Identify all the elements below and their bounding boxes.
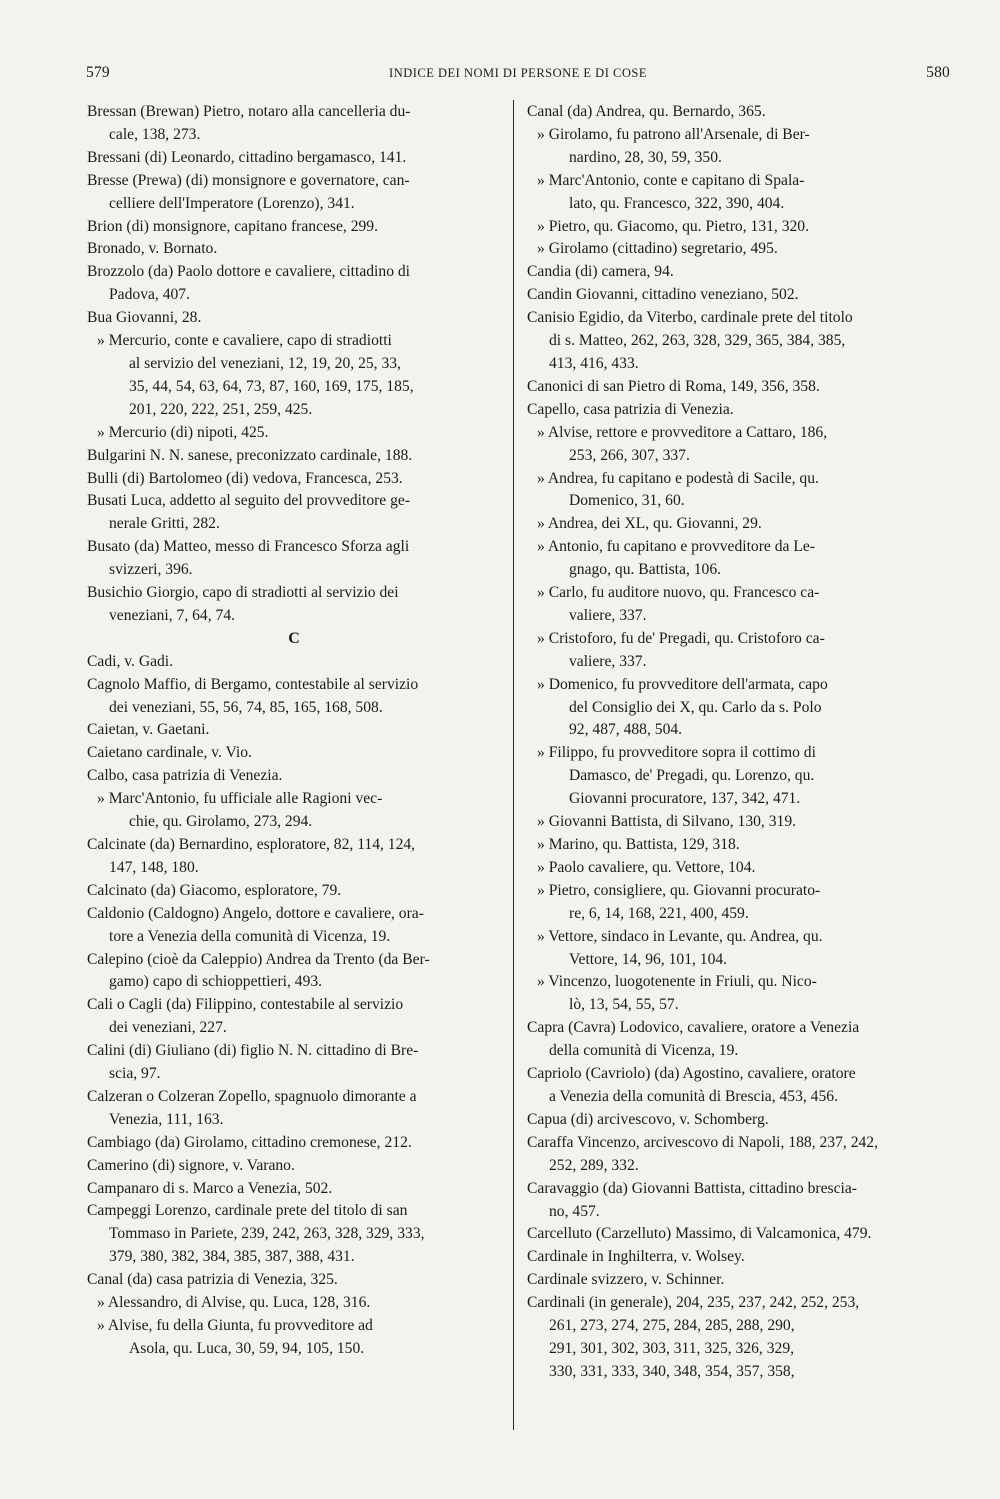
entry-line: Candin Giovanni, cittadino veneziano, 502. xyxy=(527,286,799,304)
index-entry xyxy=(87,490,501,536)
entry-line: » Andrea, fu capitano e podestà di Sacile, qu. xyxy=(537,469,819,487)
entry-line: della comunità di Vicenza, 19. xyxy=(549,1042,739,1060)
entry-line: Campanaro di s. Marco a Venezia, 502. xyxy=(87,1179,333,1197)
entry-line: » Filippo, fu provveditore sopra il cottimo di xyxy=(537,744,816,762)
index-entry xyxy=(87,261,501,307)
entry-line: Cambiago (da) Girolamo, cittadino cremonese, 212. xyxy=(87,1133,412,1151)
entry-line: Canonici di san Pietro di Roma, 149, 356, 358. xyxy=(527,377,820,395)
entry-line: » Marc'Antonio, conte e capitano di Spala- xyxy=(537,171,805,189)
page-number-left: 579 xyxy=(86,64,110,81)
index-entry xyxy=(527,284,950,307)
entry-line: Cadi, v. Gadi. xyxy=(87,652,174,670)
index-entry xyxy=(527,399,950,422)
entry-line: veneziani, 7, 64, 74. xyxy=(109,606,236,624)
entry-line: 147, 148, 180. xyxy=(109,858,199,876)
entry-line: celliere dell'Imperatore (Lorenzo), 341. xyxy=(109,194,355,212)
index-subentry xyxy=(527,674,950,743)
index-subentry xyxy=(527,124,950,170)
entry-line: a Venezia della comunità di Brescia, 453, 456. xyxy=(549,1087,838,1105)
page-number-right: 580 xyxy=(926,64,950,81)
index-entry xyxy=(87,147,501,170)
index-entry xyxy=(87,903,501,949)
entry-line: 291, 301, 302, 303, 311, 325, 326, 329, xyxy=(549,1339,795,1357)
entry-line: del Consiglio dei X, qu. Carlo da s. Polo xyxy=(569,698,822,716)
index-entry xyxy=(87,742,501,765)
column-divider xyxy=(513,100,514,1430)
running-title: INDICE DEI NOMI DI PERSONE E DI COSE xyxy=(389,66,647,80)
entry-line: » Pietro, consigliere, qu. Giovanni procurato- xyxy=(537,881,821,899)
index-entry xyxy=(527,1292,950,1384)
index-subentry xyxy=(527,582,950,628)
index-entry xyxy=(87,1155,501,1178)
index-entry xyxy=(87,651,501,674)
entry-line: Caraffa Vincenzo, arcivescovo di Napoli, 188, 237, 242, xyxy=(527,1133,878,1151)
index-entry xyxy=(527,261,950,284)
entry-line: dei veneziani, 55, 56, 74, 85, 165, 168, 508. xyxy=(109,698,383,716)
entry-line: gamo) capo di schioppettieri, 493. xyxy=(109,973,323,991)
entry-line: Capua (di) arcivescovo, v. Schomberg. xyxy=(527,1110,769,1128)
index-column-left xyxy=(87,101,501,1361)
entry-line: Busato (da) Matteo, messo di Francesco Sforza agli xyxy=(87,538,410,556)
entry-line: 379, 380, 382, 384, 385, 387, 388, 431. xyxy=(109,1248,355,1266)
entry-line: Candia (di) camera, 94. xyxy=(527,263,674,281)
entry-line: valiere, 337. xyxy=(569,652,647,670)
index-subentry xyxy=(527,926,950,972)
entry-line: » Marc'Antonio, fu ufficiale alle Ragioni vec- xyxy=(97,790,383,808)
entry-line: Brozzolo (da) Paolo dottore e cavaliere, cittadino di xyxy=(87,263,411,281)
index-entry xyxy=(527,376,950,399)
entry-line: Canal (da) casa patrizia di Venezia, 325. xyxy=(87,1271,338,1289)
index-entry xyxy=(87,719,501,742)
index-entry xyxy=(87,1040,501,1086)
entry-line: 35, 44, 54, 63, 64, 73, 87, 160, 169, 175, 185, xyxy=(129,377,414,395)
entry-line: Padova, 407. xyxy=(109,286,190,304)
entry-line: Cardinale in Inghilterra, v. Wolsey. xyxy=(527,1248,745,1266)
entry-line: 413, 416, 433. xyxy=(549,354,639,372)
entry-line: tore a Venezia della comunità di Vicenza, 19. xyxy=(109,927,391,945)
entry-line: Capriolo (Cavriolo) (da) Agostino, cavaliere, oratore xyxy=(527,1065,856,1083)
entry-line: 92, 487, 488, 504. xyxy=(569,721,683,739)
entry-line: Bua Giovanni, 28. xyxy=(87,309,202,327)
entry-line: Giovanni procuratore, 137, 342, 471. xyxy=(569,790,801,808)
entry-line: Calzeran o Colzeran Zopello, spagnuolo dimorante a xyxy=(87,1087,417,1105)
entry-line: Capello, casa patrizia di Venezia. xyxy=(527,400,734,418)
index-entry xyxy=(87,765,501,788)
index-entry xyxy=(87,834,501,880)
entry-line: » Girolamo (cittadino) segretario, 495. xyxy=(537,240,778,258)
entry-line: Domenico, 31, 60. xyxy=(569,492,685,510)
index-subentry xyxy=(527,216,950,239)
entry-line: » Pietro, qu. Giacomo, qu. Pietro, 131, 320. xyxy=(537,217,809,235)
index-entry xyxy=(87,949,501,995)
index-entry xyxy=(87,674,501,720)
entry-line: chie, qu. Girolamo, 273, 294. xyxy=(129,813,313,831)
index-entry xyxy=(87,445,501,468)
entry-line: » Paolo cavaliere, qu. Vettore, 104. xyxy=(537,858,756,876)
index-entry xyxy=(87,1200,501,1269)
entry-line: scia, 97. xyxy=(109,1065,161,1083)
index-entry xyxy=(87,307,501,330)
index-subentry xyxy=(527,170,950,216)
index-entry xyxy=(527,101,950,124)
entry-line: Calcinato (da) Giacomo, esploratore, 79. xyxy=(87,881,342,899)
entry-line: Cali o Cagli (da) Filippino, contestabile al servizio xyxy=(87,996,404,1014)
entry-line: Calepino (cioè da Caleppio) Andrea da Trento (da Ber- xyxy=(87,950,430,968)
index-subentry xyxy=(527,880,950,926)
index-entry xyxy=(87,170,501,216)
index-subentry xyxy=(527,971,950,1017)
index-entry xyxy=(527,1132,950,1178)
index-entry xyxy=(87,994,501,1040)
entry-line: svizzeri, 396. xyxy=(109,561,193,579)
entry-line: » Mercurio (di) nipoti, 425. xyxy=(97,423,269,441)
entry-line: 201, 220, 222, 251, 259, 425. xyxy=(129,400,313,418)
entry-line: Caldonio (Caldogno) Angelo, dottore e cavaliere, ora- xyxy=(87,904,424,922)
entry-line: Cardinali (in generale), 204, 235, 237, 242, 252, 253, xyxy=(527,1294,860,1312)
index-entry xyxy=(87,1269,501,1292)
index-subentry xyxy=(527,238,950,261)
entry-line: Cagnolo Maffio, di Bergamo, contestabile al servizio xyxy=(87,675,419,693)
entry-line: » Giovanni Battista, di Silvano, 130, 319. xyxy=(537,813,797,831)
entry-line: di s. Matteo, 262, 263, 328, 329, 365, 384, 385, xyxy=(549,332,846,350)
entry-line: lò, 13, 54, 55, 57. xyxy=(569,996,679,1014)
index-entry xyxy=(527,1063,950,1109)
entry-line: » Vettore, sindaco in Levante, qu. Andrea, qu. xyxy=(537,927,823,945)
index-entry xyxy=(87,880,501,903)
entry-line: Vettore, 14, 96, 101, 104. xyxy=(569,950,728,968)
index-entry xyxy=(87,582,501,628)
index-subentry xyxy=(527,857,950,880)
entry-line: nerale Gritti, 282. xyxy=(109,515,220,533)
entry-line: valiere, 337. xyxy=(569,606,647,624)
entry-line: Canal (da) Andrea, qu. Bernardo, 365. xyxy=(527,103,766,120)
entry-line: 261, 273, 274, 275, 284, 285, 288, 290, xyxy=(549,1317,795,1335)
entry-line: Calini (di) Giuliano (di) figlio N. N. cittadino di Bre- xyxy=(87,1042,419,1060)
page-header xyxy=(86,64,950,88)
entry-line: Bulgarini N. N. sanese, preconizzato cardinale, 188. xyxy=(87,446,413,464)
entry-line: Bulli (di) Bartolomeo (di) vedova, Francesca, 253. xyxy=(87,469,403,487)
index-entry xyxy=(87,238,501,261)
entry-line: Caravaggio (da) Giovanni Battista, cittadino brescia- xyxy=(527,1179,857,1197)
index-entry xyxy=(527,307,950,376)
index-subentry xyxy=(527,742,950,811)
entry-line: Bresse (Prewa) (di) monsignore e governatore, can- xyxy=(87,171,410,189)
index-entry xyxy=(87,216,501,239)
entry-line: Carcelluto (Carzelluto) Massimo, di Valcamonica, 479. xyxy=(527,1225,872,1243)
index-entry xyxy=(87,468,501,491)
entry-line: » Antonio, fu capitano e provveditore da Le- xyxy=(537,538,815,556)
index-entry xyxy=(527,1269,950,1292)
entry-line: » Cristoforo, fu de' Pregadi, qu. Cristoforo ca- xyxy=(537,629,825,647)
index-entry xyxy=(527,1223,950,1246)
entry-line: Busati Luca, addetto al seguito del provveditore ge- xyxy=(87,492,411,510)
section-letter: C xyxy=(288,629,300,647)
entry-line: » Alessandro, di Alvise, qu. Luca, 128, 316. xyxy=(97,1294,371,1312)
index-subentry xyxy=(87,422,501,445)
entry-line: » Vincenzo, luogotenente in Friuli, qu. Nico- xyxy=(537,973,817,991)
entry-line: Camerino (di) signore, v. Varano. xyxy=(87,1156,295,1174)
entry-line: Asola, qu. Luca, 30, 59, 94, 105, 150. xyxy=(129,1339,365,1357)
entry-line: no, 457. xyxy=(549,1202,600,1220)
index-subentry xyxy=(87,1315,501,1361)
entry-line: Cardinale svizzero, v. Schinner. xyxy=(527,1271,725,1289)
entry-line: Bressan (Brewan) Pietro, notaro alla cancelleria du- xyxy=(87,103,411,120)
entry-line: lato, qu. Francesco, 322, 390, 404. xyxy=(569,194,785,212)
index-subentry xyxy=(527,628,950,674)
entry-line: Bressani (di) Leonardo, cittadino bergamasco, 141. xyxy=(87,148,407,166)
entry-line: nardino, 28, 30, 59, 350. xyxy=(569,148,722,166)
index-subentry xyxy=(527,834,950,857)
index-entry xyxy=(527,1109,950,1132)
entry-line: dei veneziani, 227. xyxy=(109,1019,227,1037)
entry-line: cale, 138, 273. xyxy=(109,125,201,143)
entry-line: 330, 331, 333, 340, 348, 354, 357, 358, xyxy=(549,1362,795,1380)
index-entry xyxy=(527,1017,950,1063)
entry-line: gnago, qu. Battista, 106. xyxy=(569,561,722,579)
index-entry xyxy=(87,1132,501,1155)
entry-line: Caietan, v. Gaetani. xyxy=(87,721,210,739)
entry-line: » Mercurio, conte e cavaliere, capo di stradiotti xyxy=(97,332,392,350)
index-entry xyxy=(87,1086,501,1132)
index-entry xyxy=(87,536,501,582)
entry-line: Tommaso in Pariete, 239, 242, 263, 328, 329, 333, xyxy=(109,1225,425,1243)
entry-line: » Marino, qu. Battista, 129, 318. xyxy=(537,836,740,853)
index-subentry xyxy=(87,330,501,422)
entry-line: Canisio Egidio, da Viterbo, cardinale prete del titolo xyxy=(527,309,853,327)
entry-line: » Alvise, fu della Giunta, fu provveditore ad xyxy=(97,1317,373,1335)
entry-line: Venezia, 111, 163. xyxy=(109,1110,224,1128)
entry-line: » Alvise, rettore e provveditore a Cattaro, 186, xyxy=(537,423,828,441)
entry-line: » Domenico, fu provveditore dell'armata, capo xyxy=(537,675,828,693)
index-subentry xyxy=(87,788,501,834)
entry-line: 252, 289, 332. xyxy=(549,1156,639,1174)
index-subentry xyxy=(87,1292,501,1315)
entry-line: Busichio Giorgio, capo di stradiotti al servizio dei xyxy=(87,584,399,602)
entry-line: » Andrea, dei XL, qu. Giovanni, 29. xyxy=(537,515,762,533)
index-column-right xyxy=(527,101,950,1384)
index-entry xyxy=(527,1246,950,1269)
entry-line: Damasco, de' Pregadi, qu. Lorenzo, qu. xyxy=(569,767,815,785)
index-subentry xyxy=(527,536,950,582)
entry-line: Campeggi Lorenzo, cardinale prete del titolo di san xyxy=(87,1202,408,1220)
index-subentry xyxy=(527,513,950,536)
entry-line: » Girolamo, fu patrono all'Arsenale, di Ber- xyxy=(537,125,810,143)
index-entry xyxy=(87,101,501,147)
entry-line: 253, 266, 307, 337. xyxy=(569,446,690,464)
entry-line: Brion (di) monsignore, capitano francese, 299. xyxy=(87,217,378,235)
entry-line: » Carlo, fu auditore nuovo, qu. Francesco ca- xyxy=(537,584,820,602)
entry-line: re, 6, 14, 168, 221, 400, 459. xyxy=(569,904,749,922)
entry-line: Caietano cardinale, v. Vio. xyxy=(87,744,252,762)
index-entry xyxy=(87,1178,501,1201)
entry-line: Bronado, v. Bornato. xyxy=(87,240,218,258)
entry-line: Calbo, casa patrizia di Venezia. xyxy=(87,767,283,785)
index-entry xyxy=(527,1178,950,1224)
entry-line: Capra (Cavra) Lodovico, cavaliere, oratore a Venezia xyxy=(527,1019,860,1037)
index-subentry xyxy=(527,811,950,834)
index-subentry xyxy=(527,422,950,468)
index-subentry xyxy=(527,468,950,514)
entry-line: Calcinate (da) Bernardino, esploratore, 82, 114, 124, xyxy=(87,835,416,853)
entry-line: al servizio del veneziani, 12, 19, 20, 25, 33, xyxy=(129,354,401,372)
